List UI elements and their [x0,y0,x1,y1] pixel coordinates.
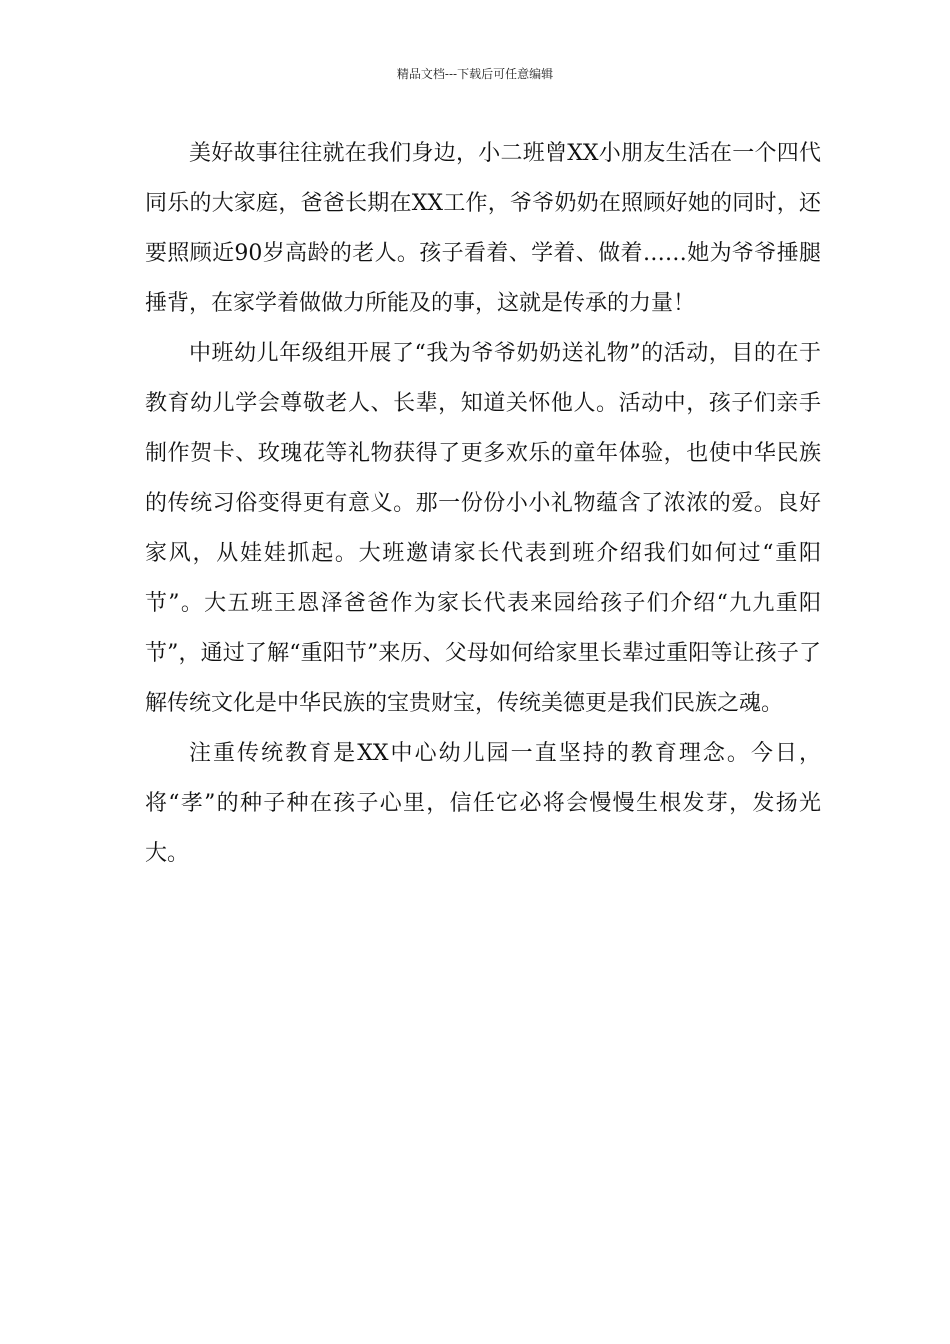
page-header: 精品文档---下载后可任意编辑 [396,67,554,81]
document-body [145,129,821,879]
paragraph-1: 美好故事往往就在我们身边，小二班曾XX小朋友生活在一个四代同乐的大家庭，爸爸长期在XX工作，爷爷奶奶在照顾好她的同时，还要照顾近90岁高龄的老人。孩子看着、学着、做着……她为爷爷捶腿捶背，在家学着做做力所能及的事，这就是传承的力量！ [145,141,821,316]
paragraph-2: 中班幼儿年级组开展了“我为爷爷奶奶送礼物”的活动，目的在于教育幼儿学会尊敬老人、长辈，知道关怀他人。活动中，孩子们亲手制作贺卡、玫瑰花等礼物获得了更多欢乐的童年体验，也使中华民族的传统习俗变得更有意义。那一份份小小礼物蕴含了浓浓的爱。良好家风，从娃娃抓起。大班邀请家长代表到班介绍我们如何过“重阳节”。大五班王恩泽爸爸作为家长代表来园给孩子们介绍“九九重阳节”，通过了解“重阳节”来历、父母如何给家里长辈过重阳等让孩子了解传统文化是中华民族的宝贵财宝，传统美德更是我们民族之魂。 [145,341,821,716]
paragraph-3: 注重传统教育是XX中心幼儿园一直坚持的教育理念。今日，将“孝”的种子种在孩子心里，信任它必将会慢慢生根发芽，发扬光大。 [145,741,821,866]
